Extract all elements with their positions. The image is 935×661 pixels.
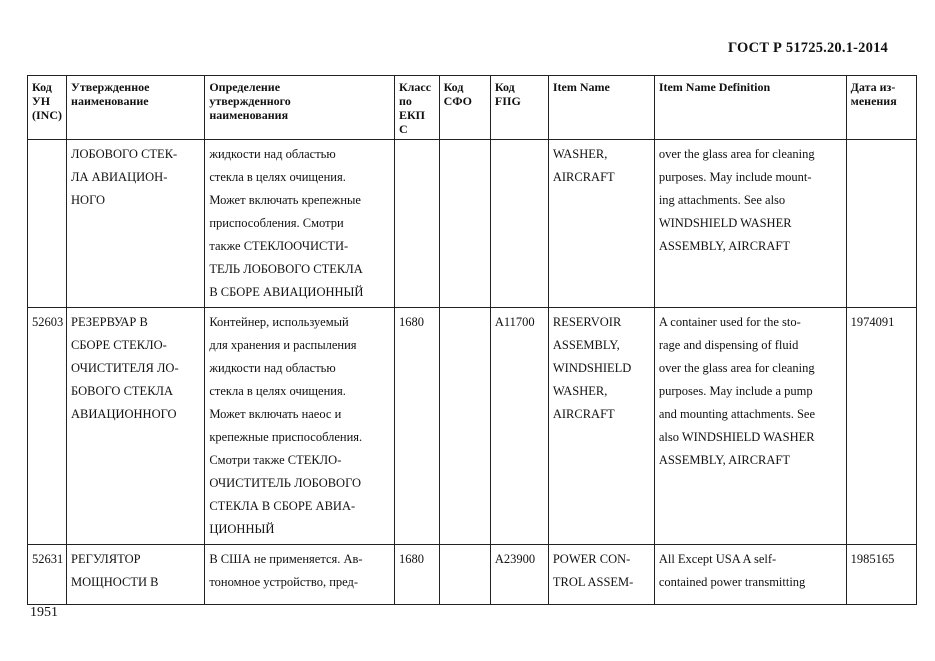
cell-inc-code bbox=[28, 140, 67, 308]
cell-item-name-definition: over the glass area for cleaning purposes. May include mount- ing attachments. See also WINDSHIELD WASHER ASSEMBLY, AIRCRAFT bbox=[654, 140, 846, 308]
cell-fiig-code: A23900 bbox=[490, 545, 548, 605]
cell-item-name-definition: All Except USA A self- contained power transmitting bbox=[654, 545, 846, 605]
header-change-date: Дата из- менения bbox=[846, 76, 916, 140]
cell-class bbox=[394, 140, 439, 308]
cell-item-name: RESERVOIR ASSEMBLY, WINDSHIELD WASHER, AIRCRAFT bbox=[548, 308, 654, 545]
cell-inc-code: 52603 bbox=[28, 308, 67, 545]
header-approved-name: Утвержденное наименование bbox=[67, 76, 205, 140]
cell-fiig-code bbox=[490, 140, 548, 308]
cell-change-date bbox=[846, 140, 916, 308]
header-fiig-code: Код FIIG bbox=[490, 76, 548, 140]
cell-class: 1680 bbox=[394, 308, 439, 545]
header-class: Класс по ЕКП С bbox=[394, 76, 439, 140]
cell-name-definition: Контейнер, используемый для хранения и распыления жидкости над областью стекла в целях очищения. Может включать наеос и крепежные приспособления. Смотри также СТЕКЛО- ОЧИСТИТЕЛЬ ЛОБОВОГО СТЕКЛА В СБОРЕ АВИА- ЦИОННЫЙ bbox=[205, 308, 395, 545]
cell-item-name-definition: A container used for the sto- rage and dispensing of fluid over the glass area for cleaning purposes. May include a pump and mounting attachments. See also WINDSHIELD WASHER ASSEMBLY, AIRCRAFT bbox=[654, 308, 846, 545]
cell-approved-name: ЛОБОВОГО СТЕК- ЛА АВИАЦИОН- НОГО bbox=[67, 140, 205, 308]
table-row bbox=[28, 140, 917, 308]
cell-change-date: 1985165 bbox=[846, 545, 916, 605]
table-header-row bbox=[28, 76, 917, 140]
cell-item-name: WASHER, AIRCRAFT bbox=[548, 140, 654, 308]
header-inc-code: Код УН (INC) bbox=[28, 76, 67, 140]
cell-name-definition: жидкости над областью стекла в целях очищения. Может включать крепежные приспособления. Смотри также СТЕКЛООЧИСТИ- ТЕЛЬ ЛОБОВОГО СТЕКЛА В СБОРЕ АВИАЦИОННЫЙ bbox=[205, 140, 395, 308]
header-sfo-code: Код СФО bbox=[439, 76, 490, 140]
cell-sfo-code bbox=[439, 140, 490, 308]
cell-sfo-code bbox=[439, 545, 490, 605]
page-number: 1951 bbox=[30, 605, 58, 620]
cell-approved-name: РЕЗЕРВУАР В СБОРЕ СТЕКЛО- ОЧИСТИТЕЛЯ ЛО- БОВОГО СТЕКЛА АВИАЦИОННОГО bbox=[67, 308, 205, 545]
header-item-name-definition: Item Name Definition bbox=[654, 76, 846, 140]
cell-sfo-code bbox=[439, 308, 490, 545]
cell-name-definition: В США не применяется. Ав- тономное устройство, пред- bbox=[205, 545, 395, 605]
cell-inc-code: 52631 bbox=[28, 545, 67, 605]
cell-class: 1680 bbox=[394, 545, 439, 605]
header-item-name: Item Name bbox=[548, 76, 654, 140]
cell-approved-name: РЕГУЛЯТОР МОЩНОСТИ В bbox=[67, 545, 205, 605]
cell-fiig-code: A11700 bbox=[490, 308, 548, 545]
cell-change-date: 1974091 bbox=[846, 308, 916, 545]
catalog-table bbox=[27, 75, 917, 605]
document-title: ГОСТ Р 51725.20.1-2014 bbox=[727, 40, 888, 56]
table-row bbox=[28, 308, 917, 545]
table-row bbox=[28, 545, 917, 605]
cell-item-name: POWER CON- TROL ASSEM- bbox=[548, 545, 654, 605]
header-name-definition: Определение утвержденного наименования bbox=[205, 76, 395, 140]
